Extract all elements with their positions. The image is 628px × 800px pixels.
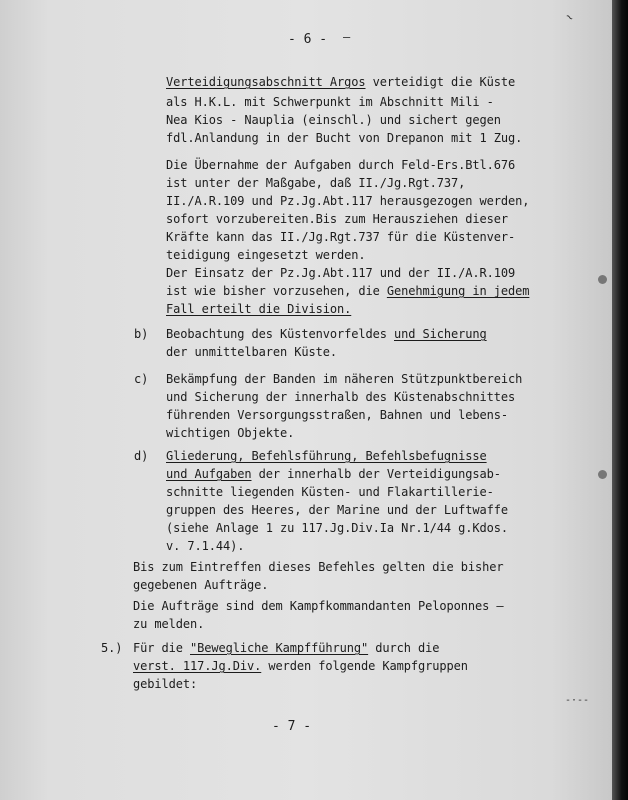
text-line: der unmittelbaren Küste. <box>166 345 337 359</box>
text-line: Kräfte kann das II./Jg.Rgt.737 für die Küstenver- <box>166 230 516 244</box>
text-line: teidigung eingesetzt werden. <box>166 248 366 262</box>
text-line: zu melden. <box>133 617 205 631</box>
list-marker: 5.) <box>101 641 123 655</box>
text-line: Beobachtung des Küstenvorfeldes und Sicherung <box>166 327 487 341</box>
text-line: v. 7.1.44). <box>166 539 245 553</box>
text-line: Für die "Bewegliche Kampfführung" durch die <box>133 641 440 655</box>
punch-hole <box>598 275 607 284</box>
punch-hole <box>598 470 607 479</box>
text-line: ist unter der Maßgabe, daß II./Jg.Rgt.737, <box>166 176 466 190</box>
list-marker: b) <box>134 327 149 341</box>
text-line: schnitte liegenden Küsten- und Flakartillerie- <box>166 485 494 499</box>
text-line: verst. 117.Jg.Div. werden folgende Kampfgruppen <box>133 659 468 673</box>
text-line: ist wie bisher vorzusehen, die Genehmigung in jedem <box>166 284 530 298</box>
text-line: und Sicherung der innerhalb des Küstenabschnittes <box>166 390 516 404</box>
list-marker: d) <box>134 449 149 463</box>
text-line: Verteidigungsabschnitt Argos verteidigt die Küste <box>166 75 516 89</box>
text-line: gruppen des Heeres, der Marine und der Luftwaffe <box>166 503 508 517</box>
text-line: wichtigen Objekte. <box>166 426 295 440</box>
text-line: sofort vorzubereiten.Bis zum Herausziehen dieser <box>166 212 508 226</box>
text-line: Fall erteilt die Division. <box>166 302 352 316</box>
text-line: Gliederung, Befehlsführung, Befehlsbefugnisse <box>166 449 487 463</box>
text-line: Nea Kios - Nauplia (einschl.) und sichert gegen <box>166 113 501 127</box>
text-line: II./A.R.109 und Pz.Jg.Abt.117 herausgezogen werden, <box>166 194 530 208</box>
text-line: als H.K.L. mit Schwerpunkt im Abschnitt Mili - <box>166 95 494 109</box>
pen-mark: -·-- <box>565 695 590 706</box>
text-line: fdl.Anlandung in der Bucht von Drepanon mit 1 Zug. <box>166 131 523 145</box>
text-line: gebildet: <box>133 677 198 691</box>
text-line: führenden Versorgungsstraßen, Bahnen und lebens- <box>166 408 508 422</box>
pen-mark: — <box>343 30 351 44</box>
next-page-number: - 7 - <box>272 719 312 734</box>
text-line: Bekämpfung der Banden im näheren Stützpunktbereich <box>166 372 523 386</box>
text-line: und Aufgaben der innerhalb der Verteidigungsab- <box>166 467 501 481</box>
page-number: - 6 - <box>288 32 328 47</box>
text-line: Bis zum Eintreffen dieses Befehles gelten die bisher <box>133 560 504 574</box>
list-marker: c) <box>134 372 149 386</box>
text-line: Die Aufträge sind dem Kampfkommandanten Peloponnes — <box>133 599 504 613</box>
scan-edge <box>612 0 628 800</box>
text-line: Die Übernahme der Aufgaben durch Feld-Ers.Btl.676 <box>166 158 516 172</box>
text-line: Der Einsatz der Pz.Jg.Abt.117 und der II./A.R.109 <box>166 266 516 280</box>
text-line: gegebenen Aufträge. <box>133 578 269 592</box>
pen-mark: ~ <box>562 9 577 25</box>
text-line: (siehe Anlage 1 zu 117.Jg.Div.Ia Nr.1/44 g.Kdos. <box>166 521 508 535</box>
